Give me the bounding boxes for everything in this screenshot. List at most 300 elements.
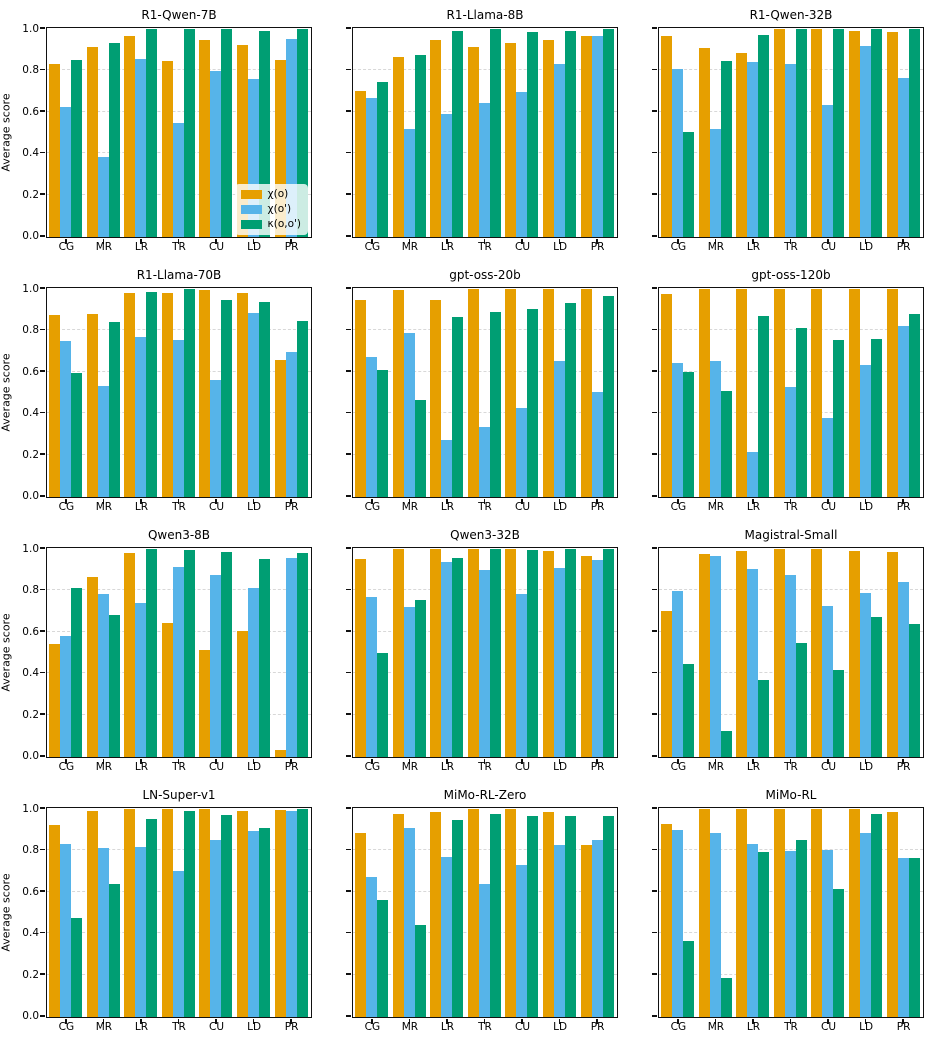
x-tick-label-pr: PR [896,501,911,513]
bar-chi-o-prime-tr [785,851,796,1017]
y-tick-label: 1.0 [22,22,39,35]
x-tick-label-cu: CU [209,241,225,253]
bar-kappa-o-o-prime-tr [796,643,807,757]
x-axis-labels [46,238,312,258]
x-tick-label-tr: TR [784,1021,798,1033]
x-tick-label-mr: MR [95,241,113,253]
plot-area [658,287,924,498]
y-tick-mark [652,370,657,372]
subplot-mimo-rl [658,786,924,1038]
bar-kappa-o-o-prime-ld [871,814,882,1017]
y-tick-mark [346,235,351,237]
x-tick-label-ld: LD [247,241,262,253]
legend-swatch-chi-o [241,190,262,199]
bar-kappa-o-o-prime-tr [796,328,807,497]
bar-chi-o-pr [887,812,898,1017]
y-tick-mark [346,453,351,455]
bar-chi-o-prime-mr [710,129,721,237]
bar-chi-o-tr [468,809,479,1017]
subplot-qwen3-32b [352,526,618,778]
bar-chi-o-prime-ld [554,361,565,497]
bar-chi-o-prime-ld [554,64,565,238]
bar-kappa-o-o-prime-ld [871,339,882,497]
bar-chi-o-prime-mr [710,833,721,1017]
x-tick-label-ld: LD [247,1021,262,1033]
bar-kappa-o-o-prime-lr [758,680,769,757]
bar-chi-o-lr [124,36,135,237]
plot-area [352,807,618,1018]
bar-kappa-o-o-prime-cu [527,309,538,497]
bar-chi-o-pr [581,289,592,497]
legend-entry [241,204,301,215]
bar-kappa-o-o-prime-mr [721,61,732,237]
y-tick-mark [346,495,351,497]
bar-kappa-o-o-prime-tr [796,29,807,237]
bar-chi-o-prime-ld [554,568,565,757]
y-tick-mark [346,193,351,195]
bar-chi-o-ld [849,551,860,757]
bar-chi-o-ld [543,812,554,1017]
y-tick-label: 0.4 [22,407,39,420]
bar-kappa-o-o-prime-tr [184,289,195,497]
bar-chi-o-pr [275,810,286,1017]
bar-chi-o-prime-mr [98,386,109,497]
y-tick-label: 0.6 [22,885,39,898]
x-tick-label-pr: PR [896,1021,911,1033]
bar-chi-o-cu [199,809,210,1017]
x-tick-label-cu: CU [821,761,837,773]
plot-area [658,807,924,1018]
spacer-gutter [618,786,658,1038]
bar-kappa-o-o-prime-lr [146,292,157,497]
x-tick-label-cu: CU [821,1021,837,1033]
bar-chi-o-tr [468,47,479,237]
bar-chi-o-ld [237,811,248,1017]
bar-chi-o-prime-cg [366,98,377,237]
bar-chi-o-prime-cu [822,418,833,497]
bar-chi-o-ld [543,40,554,237]
y-tick-mark [346,932,351,934]
y-axis-gutter [0,6,46,258]
y-tick-mark [346,1015,351,1017]
bar-kappa-o-o-prime-tr [184,550,195,757]
x-tick-label-cg: CG [364,501,381,513]
y-tick-mark [652,287,657,289]
bar-chi-o-prime-cg [366,877,377,1017]
x-axis-labels [352,758,618,778]
bar-kappa-o-o-prime-lr [758,316,769,497]
chart-row [0,266,946,518]
bar-chi-o-cu [811,549,822,757]
bar-kappa-o-o-prime-cg [683,132,694,237]
bar-kappa-o-o-prime-cg [377,82,388,237]
bar-kappa-o-o-prime-pr [603,816,614,1017]
y-tick-mark [652,932,657,934]
y-tick-label: 1.0 [22,282,39,295]
x-tick-label-cg: CG [670,1021,687,1033]
bar-chi-o-mr [393,290,404,497]
bar-kappa-o-o-prime-ld [259,828,270,1017]
bar-chi-o-cu [505,43,516,237]
bar-chi-o-cu [811,809,822,1017]
y-tick-mark [652,807,657,809]
bar-kappa-o-o-prime-cu [527,32,538,237]
bar-chi-o-lr [736,551,747,757]
bar-chi-o-mr [699,289,710,497]
x-tick-label-cu: CU [515,501,531,513]
y-tick-mark [40,329,45,331]
x-axis-labels [352,498,618,518]
y-tick-label: 0.0 [22,490,39,503]
x-tick-label-ld: LD [859,501,874,513]
bar-kappa-o-o-prime-ld [871,29,882,237]
x-axis-labels [658,758,924,778]
bar-chi-o-cg [355,833,366,1017]
bar-kappa-o-o-prime-tr [490,29,501,237]
x-tick-label-lr: LR [440,761,455,773]
x-tick-label-tr: TR [478,1021,492,1033]
y-tick-mark [40,973,45,975]
plot-area [46,27,312,238]
bar-chi-o-prime-cu [210,71,221,237]
x-tick-label-pr: PR [284,241,299,253]
y-tick-label: 0.4 [22,667,39,680]
y-tick-label: 0.4 [22,927,39,940]
bar-kappa-o-o-prime-tr [796,840,807,1017]
bar-chi-o-ld [543,551,554,757]
bar-chi-o-ld [237,293,248,497]
bar-kappa-o-o-prime-cu [221,815,232,1017]
bar-chi-o-pr [581,845,592,1017]
plot-area [46,287,312,498]
bar-chi-o-cu [199,650,210,757]
bar-chi-o-tr [774,289,785,497]
y-tick-label: 0.2 [22,968,39,981]
chart-row [0,6,946,258]
bar-chi-o-prime-tr [173,340,184,497]
x-tick-label-ld: LD [553,761,568,773]
bar-kappa-o-o-prime-cu [527,816,538,1017]
bar-chi-o-cg [49,64,60,238]
bar-chi-o-lr [124,293,135,497]
bar-chi-o-tr [774,549,785,757]
y-tick-mark [652,755,657,757]
bar-chi-o-mr [699,48,710,237]
bar-chi-o-pr [275,360,286,497]
y-tick-label: 0.2 [22,188,39,201]
legend-entry [241,219,301,230]
x-tick-label-pr: PR [284,501,299,513]
chart-title: MiMo-RL [765,788,817,802]
bar-chi-o-tr [162,623,173,757]
y-tick-mark [652,973,657,975]
y-axis-gutter [0,526,46,778]
y-tick-mark [652,69,657,71]
chart-title: gpt-oss-120b [751,268,831,282]
plot-area [658,27,924,238]
legend-label: κ(o,o') [267,218,301,230]
bar-chi-o-cu [199,290,210,497]
y-tick-mark [346,890,351,892]
bar-chi-o-prime-lr [441,440,452,497]
y-tick-mark [652,495,657,497]
bar-chi-o-cg [661,294,672,497]
x-tick-label-cg: CG [670,761,687,773]
bar-chi-o-tr [162,61,173,237]
bar-kappa-o-o-prime-mr [415,925,426,1017]
bar-chi-o-pr [581,556,592,757]
x-tick-label-lr: LR [440,501,455,513]
y-tick-mark [40,69,45,71]
bar-chi-o-prime-cu [516,865,527,1017]
bar-chi-o-prime-mr [98,594,109,757]
bar-kappa-o-o-prime-cu [221,29,232,237]
x-tick-label-lr: LR [134,1021,149,1033]
subplot-ln-super-v1 [46,786,312,1038]
x-tick-label-pr: PR [896,761,911,773]
y-tick-mark [40,932,45,934]
bar-chi-o-prime-ld [860,593,871,757]
bar-chi-o-pr [581,36,592,237]
bar-kappa-o-o-prime-lr [146,549,157,757]
subplot-r1-llama-8b [352,6,618,258]
bar-chi-o-prime-cu [516,408,527,497]
y-tick-mark [346,287,351,289]
legend-entry [241,189,301,200]
bar-chi-o-prime-tr [479,103,490,237]
y-tick-mark [346,69,351,71]
bar-chi-o-prime-tr [785,387,796,497]
x-tick-label-lr: LR [134,241,149,253]
bar-chi-o-prime-mr [710,556,721,757]
chart-title: R1-Qwen-7B [141,8,217,22]
y-axis-label-wrap [0,27,14,238]
bar-kappa-o-o-prime-cu [221,300,232,497]
bar-kappa-o-o-prime-lr [452,558,463,757]
y-tick-mark [40,630,45,632]
bar-kappa-o-o-prime-ld [565,303,576,497]
bar-chi-o-tr [162,809,173,1017]
y-tick-mark [652,849,657,851]
chart-title: Magistral-Small [744,528,838,542]
bar-chi-o-tr [774,809,785,1017]
bar-chi-o-prime-cg [60,636,71,757]
bar-chi-o-prime-tr [479,884,490,1017]
x-tick-label-ld: LD [247,761,262,773]
x-tick-label-tr: TR [784,761,798,773]
x-tick-label-mr: MR [401,761,419,773]
chart-title: LN-Super-v1 [142,788,216,802]
chart-title: MiMo-RL-Zero [443,788,527,802]
bar-chi-o-prime-lr [441,562,452,757]
bar-kappa-o-o-prime-tr [490,814,501,1017]
bar-chi-o-lr [736,289,747,497]
bar-chi-o-prime-lr [747,452,758,497]
x-axis-labels [46,758,312,778]
x-tick-label-pr: PR [284,1021,299,1033]
bar-kappa-o-o-prime-cu [833,29,844,237]
y-tick-label: 0.0 [22,750,39,763]
y-tick-mark [346,630,351,632]
y-tick-label: 1.0 [22,542,39,555]
x-tick-label-pr: PR [590,501,605,513]
plot-area [46,807,312,1018]
bar-chi-o-pr [275,750,286,757]
chart-title: Qwen3-32B [450,528,520,542]
bar-kappa-o-o-prime-mr [415,55,426,237]
bar-chi-o-prime-pr [286,811,297,1017]
bar-chi-o-prime-mr [98,848,109,1017]
bar-chi-o-prime-cu [822,105,833,237]
bar-kappa-o-o-prime-cu [833,670,844,757]
bar-chi-o-prime-mr [404,607,415,757]
y-axis-label: Average score [0,873,13,952]
y-tick-mark [346,110,351,112]
x-tick-label-mr: MR [95,1021,113,1033]
bar-chi-o-tr [774,29,785,237]
y-tick-mark [346,589,351,591]
x-tick-label-cu: CU [515,1021,531,1033]
x-tick-label-tr: TR [478,761,492,773]
bar-chi-o-mr [393,549,404,757]
x-axis-labels [658,498,924,518]
bar-chi-o-cg [49,315,60,497]
bar-kappa-o-o-prime-mr [109,884,120,1017]
plot-area [352,27,618,238]
bar-chi-o-lr [736,809,747,1017]
y-tick-mark [40,110,45,112]
bar-kappa-o-o-prime-cg [377,900,388,1017]
bar-chi-o-prime-lr [747,844,758,1018]
bar-kappa-o-o-prime-mr [721,391,732,497]
subplot-mimo-rl-zero [352,786,618,1038]
x-tick-label-pr: PR [590,1021,605,1033]
bar-chi-o-cg [355,300,366,497]
bar-kappa-o-o-prime-cg [377,370,388,497]
bar-chi-o-mr [393,57,404,237]
y-axis-label-wrap [0,547,14,758]
y-tick-label: 0.8 [22,844,39,857]
y-axis-label-wrap [0,807,14,1018]
y-tick-mark [346,329,351,331]
bar-kappa-o-o-prime-cg [71,588,82,757]
bar-kappa-o-o-prime-pr [909,858,920,1017]
spacer-gutter [312,786,352,1038]
y-axis-label: Average score [0,93,13,172]
spacer-gutter [618,266,658,518]
y-tick-mark [40,849,45,851]
bar-kappa-o-o-prime-cg [71,373,82,497]
bar-chi-o-prime-lr [747,62,758,237]
y-tick-mark [40,755,45,757]
x-tick-label-tr: TR [784,501,798,513]
y-tick-mark [652,547,657,549]
x-tick-label-cu: CU [515,241,531,253]
x-tick-label-tr: TR [172,1021,186,1033]
bar-chi-o-prime-tr [173,123,184,237]
x-tick-label-tr: TR [172,761,186,773]
bar-kappa-o-o-prime-pr [909,29,920,237]
legend-swatch-kappa-o-o-prime [241,220,262,229]
bar-chi-o-tr [468,289,479,497]
chart-title: gpt-oss-20b [449,268,521,282]
x-tick-label-ld: LD [553,501,568,513]
bar-kappa-o-o-prime-lr [452,820,463,1017]
x-tick-label-ld: LD [553,1021,568,1033]
bar-chi-o-prime-mr [404,333,415,497]
bar-chi-o-prime-cg [60,341,71,497]
y-axis-gutter [0,786,46,1038]
bar-kappa-o-o-prime-mr [415,600,426,757]
bar-kappa-o-o-prime-ld [565,31,576,237]
bar-kappa-o-o-prime-mr [415,400,426,497]
bar-kappa-o-o-prime-mr [721,731,732,757]
chart-title: R1-Llama-8B [446,8,524,22]
bar-kappa-o-o-prime-mr [109,43,120,237]
bar-chi-o-prime-lr [441,114,452,237]
y-tick-mark [346,713,351,715]
x-tick-label-mr: MR [401,1021,419,1033]
y-tick-mark [346,807,351,809]
x-tick-label-lr: LR [440,1021,455,1033]
y-tick-mark [346,755,351,757]
bar-chi-o-prime-lr [747,569,758,757]
bar-kappa-o-o-prime-ld [565,549,576,757]
bar-chi-o-cu [199,40,210,237]
y-tick-label: 0.2 [22,708,39,721]
chart-row [0,526,946,778]
bar-chi-o-mr [87,811,98,1017]
y-tick-label: 0.4 [22,147,39,160]
y-tick-mark [40,495,45,497]
subplot-magistral-small [658,526,924,778]
bar-chi-o-prime-cu [822,606,833,757]
bar-kappa-o-o-prime-lr [146,819,157,1017]
spacer-gutter [312,6,352,258]
bar-kappa-o-o-prime-ld [259,559,270,757]
bar-chi-o-tr [162,293,173,497]
x-tick-label-ld: LD [553,241,568,253]
legend-label: χ(o') [267,203,292,215]
bar-chi-o-mr [87,577,98,757]
bar-kappa-o-o-prime-mr [109,615,120,757]
y-tick-mark [652,412,657,414]
bar-chi-o-prime-pr [898,582,909,757]
x-tick-label-cg: CG [670,501,687,513]
y-tick-mark [652,1015,657,1017]
bar-chi-o-lr [124,553,135,757]
y-tick-mark [652,453,657,455]
bar-kappa-o-o-prime-cu [833,889,844,1017]
bar-chi-o-cg [49,825,60,1017]
x-tick-label-lr: LR [746,761,761,773]
bar-chi-o-prime-cg [672,591,683,757]
bar-chi-o-prime-tr [785,575,796,757]
bar-chi-o-cg [355,559,366,757]
x-tick-label-cg: CG [364,761,381,773]
spacer-gutter [312,526,352,778]
bar-chi-o-prime-cg [366,597,377,757]
bar-chi-o-prime-mr [98,157,109,237]
bar-chi-o-cu [505,549,516,757]
x-tick-label-cg: CG [58,241,75,253]
bar-chi-o-lr [124,809,135,1017]
y-tick-mark [652,193,657,195]
bar-chi-o-prime-cu [516,92,527,237]
x-tick-label-mr: MR [707,1021,725,1033]
y-axis-label: Average score [0,353,13,432]
bar-chi-o-prime-ld [554,845,565,1017]
